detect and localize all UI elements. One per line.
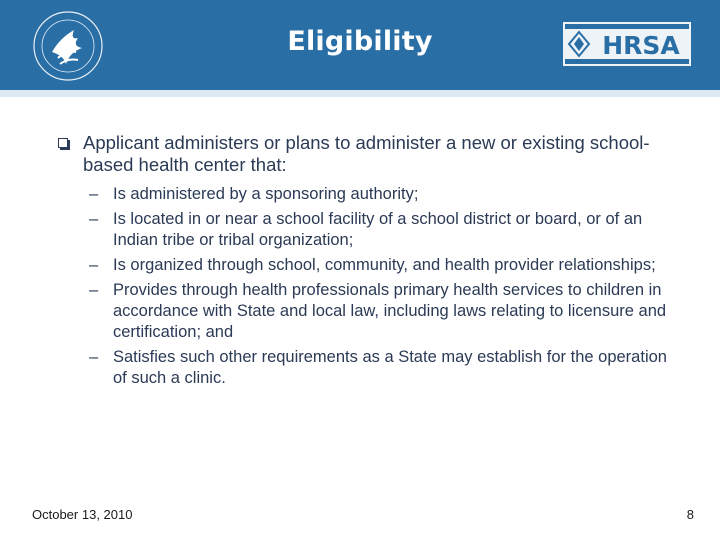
sub-bullet-item — [89, 347, 678, 389]
sub-bullet-item — [89, 209, 678, 251]
footer-date: October 13, 2010 — [32, 507, 133, 522]
slide-content — [58, 132, 678, 393]
sub-bullet-item — [89, 255, 678, 276]
slide-title: Eligibility — [287, 26, 433, 57]
sub-bullet-text: Is located in or near a school facility of a school district or board, or of an Indian tribe or tribal organization; — [113, 210, 643, 249]
sub-bullet-item — [89, 280, 678, 343]
dash-bullet: – — [89, 256, 99, 274]
checkbox-bullet-icon — [58, 138, 68, 148]
header-stripe — [0, 90, 720, 97]
sub-bullet-item — [89, 184, 678, 205]
page-number: 8 — [686, 507, 694, 522]
hrsa-logo-text: HRSA — [602, 31, 680, 60]
sub-bullet-text: Is organized through school, community, and health provider relationships; — [113, 256, 656, 274]
slide-header — [0, 0, 720, 90]
sub-bullet-list — [58, 184, 678, 389]
sub-bullet-text: Provides through health professionals primary health services to children in accordance with State and local law, including laws relating to licensure and certification; and — [113, 281, 667, 341]
hrsa-logo-icon — [563, 22, 691, 66]
dash-bullet: – — [89, 185, 99, 203]
dash-bullet: – — [89, 348, 99, 366]
dash-bullet: – — [89, 281, 99, 299]
main-bullet-text: Applicant administers or plans to administer a new or existing school-based health center that: — [83, 132, 650, 175]
main-bullet — [58, 132, 678, 176]
dash-bullet: – — [89, 210, 99, 228]
sub-bullet-text: Is administered by a sponsoring authority; — [113, 185, 419, 203]
sub-bullet-text: Satisfies such other requirements as a State may establish for the operation of such a clinic. — [113, 348, 667, 387]
